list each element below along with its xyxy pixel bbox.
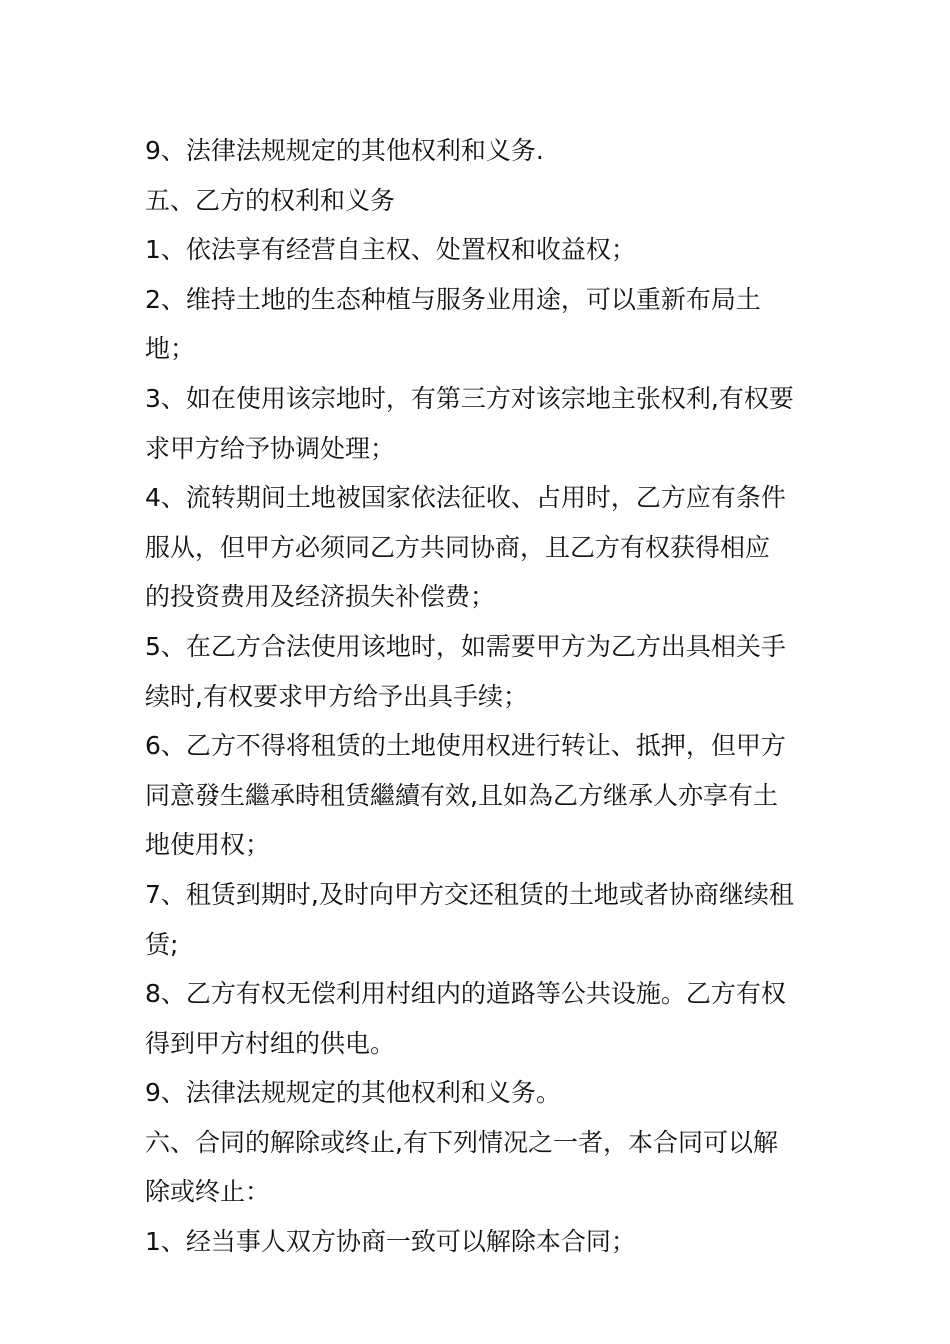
section-heading-six: 六、合同的解除或终止,有下列情况之一者，本合同可以解: [145, 1127, 778, 1157]
clause-line-3: 1、依法享有经营自主权、处置权和收益权；: [145, 235, 636, 265]
clause-line-11: 续时,有权要求甲方给予出具手续；: [145, 681, 528, 711]
clause-line-12: 6、乙方不得将租赁的土地使用权进行转让、抵押，但甲方: [145, 731, 786, 761]
document-body: [145, 126, 810, 1267]
clause-line-16: 赁;: [145, 929, 179, 959]
clause-line-14: 地使用权；: [145, 830, 271, 860]
section-heading-five: 五、乙方的权利和义务: [145, 185, 396, 215]
clause-line-9: 的投资费用及经济损失补偿费；: [145, 582, 496, 612]
clause-line-21: 除或终止：: [145, 1177, 271, 1207]
clause-line-5: 3、如在使用该宗地时，有第三方对该宗地主张权利,有权要: [145, 383, 794, 413]
clause-line-8: 服从，但甲方必须同乙方共同协商，且乙方有权获得相应: [145, 532, 771, 562]
clause-line-17: 8、乙方有权无偿利用村组内的道路等公共设施。乙方有权: [145, 979, 786, 1009]
clause-line-4: 2、维持土地的生态种植与服务业用途，可以重新布局土地；: [145, 284, 761, 364]
clause-line-1: 9、法律法规规定的其他权利和义务.: [145, 136, 544, 165]
clause-line-7: 4、流转期间土地被国家依法征收、占用时，乙方应有条件: [145, 483, 786, 513]
clause-line-19: 9、法律法规规定的其他权利和义务。: [145, 1078, 561, 1108]
clause-line-15: 7、租赁到期时,及时向甲方交还租赁的土地或者协商继续租: [145, 879, 794, 909]
clause-line-22: 1、经当事人双方协商一致可以解除本合同；: [145, 1227, 636, 1257]
clause-line-10: 5、在乙方合法使用该地时，如需要甲方为乙方出具相关手: [145, 631, 786, 661]
clause-line-18: 得到甲方村组的供电。: [145, 1028, 396, 1058]
clause-line-13: 同意發生繼承時租赁繼續有效,且如為乙方继承人亦享有土: [145, 780, 778, 810]
clause-line-6: 求甲方给予协调处理；: [145, 433, 396, 463]
